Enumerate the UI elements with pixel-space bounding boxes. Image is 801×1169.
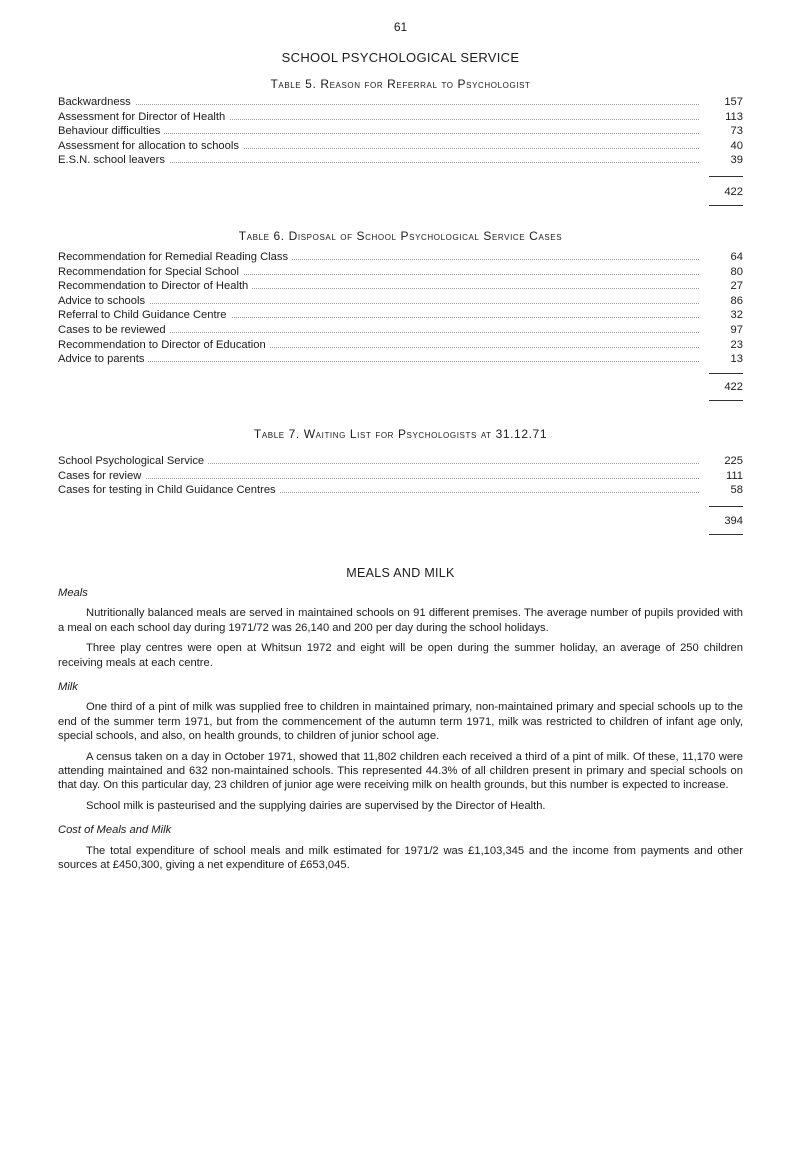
paragraph: School milk is pasteurised and the supplying dairies are supervised by the Director of Health. (86, 799, 546, 812)
row-label: Advice to parents (58, 352, 148, 367)
row-value: 39 (703, 153, 743, 168)
row-value: 73 (703, 124, 743, 139)
row-label: Cases for testing in Child Guidance Centres (58, 483, 280, 498)
subheading-cost: Cost of Meals and Milk (58, 824, 172, 837)
row-label: Assessment for allocation to schools (58, 139, 243, 154)
table-row (58, 308, 743, 323)
row-label: Advice to schools (58, 294, 149, 309)
section-heading: MEALS AND MILK (346, 566, 455, 580)
paragraph: One third of a pint of milk was supplied free to children in maintained primary, non-maintained primary and special schools up to the end of the summer term 1971, but from the commencement of the autumn term 1971, milk was restricted to children of infant age only, special schools, and also, on health grounds, to children of junior school age. (58, 701, 743, 743)
row-label: Cases for review (58, 469, 145, 484)
row-label: Recommendation to Director of Education (58, 338, 270, 353)
table-row (58, 454, 743, 469)
table-row (58, 250, 743, 265)
page-number: 61 (393, 20, 408, 34)
total-rule (709, 400, 743, 402)
table6-total: 422 (724, 380, 743, 393)
table-row (58, 110, 743, 125)
row-value: 80 (703, 265, 743, 280)
subheading-meals: Meals (58, 587, 88, 599)
table7-total: 394 (724, 514, 743, 527)
page-title: SCHOOL PSYCHOLOGICAL SERVICE (281, 50, 520, 65)
table-row (58, 323, 743, 338)
row-label: Recommendation to Director of Health (58, 279, 252, 294)
table-row (58, 95, 743, 110)
row-value: 58 (703, 483, 743, 498)
total-rule (709, 205, 743, 207)
row-value: 225 (703, 454, 743, 469)
table7 (58, 454, 743, 536)
row-label: Recommendation for Special School (58, 265, 243, 280)
table-row (58, 338, 743, 353)
row-label: Referral to Child Guidance Centre (58, 308, 231, 323)
table-row (58, 124, 743, 139)
table5 (58, 95, 743, 207)
row-value: 111 (703, 469, 743, 484)
paragraph: The total expenditure of school meals and milk estimated for 1971/2 was £1,103,345 and the income from payments and other sources at £450,300, giving a net expenditure of £653,045. (58, 844, 743, 872)
row-label: Assessment for Director of Health (58, 110, 229, 125)
paragraph: A census taken on a day in October 1971, showed that 11,802 children each received a third of a pint of milk. Of these, 11,170 were attending maintained and 632 non-maintained schools. This represented 44.3% of all children present in primary and special schools on that day. On this particular day, 23 children of junior age were receiving milk on health grounds, but this number is expected to increase. (58, 750, 743, 792)
table7-caption: Table 7. Waiting List for Psychologists at 31.12.71 (253, 427, 548, 441)
table-row (58, 352, 743, 367)
paragraph: Nutritionally balanced meals are served in maintained schools on 91 different premises. The average number of pupils provided with a meal on each school day during 1971/72 was 26,140 and 200 per day during the school holidays. (58, 607, 743, 634)
row-value: 157 (703, 95, 743, 110)
table6-caption: Table 6. Disposal of School Psychological Service Cases (238, 229, 563, 243)
subheading-milk: Milk (58, 681, 78, 694)
row-label: Backwardness (58, 95, 135, 110)
row-value: 27 (703, 279, 743, 294)
row-label: Cases to be reviewed (58, 323, 170, 338)
total-rule (709, 176, 743, 178)
total-rule (709, 506, 743, 508)
table-row (58, 139, 743, 154)
table-row (58, 483, 743, 498)
section-body (58, 586, 743, 879)
row-value: 64 (703, 250, 743, 265)
total-rule (709, 373, 743, 375)
table-row (58, 469, 743, 484)
table6 (58, 250, 743, 402)
row-label: E.S.N. school leavers (58, 153, 169, 168)
paragraph: Three play centres were open at Whitsun 1972 and eight will be open during the summer holiday, an average of 250 children receiving meals at each centre. (58, 642, 743, 669)
row-value: 113 (703, 110, 743, 125)
row-value: 32 (703, 308, 743, 323)
row-value: 23 (703, 338, 743, 353)
table-row (58, 294, 743, 309)
total-rule (709, 534, 743, 536)
table-row (58, 153, 743, 168)
row-label: Behaviour difficulties (58, 124, 164, 139)
table5-total: 422 (724, 185, 743, 198)
row-value: 13 (703, 352, 743, 367)
row-value: 40 (703, 139, 743, 154)
row-label: Recommendation for Remedial Reading Class (58, 250, 292, 265)
table5-caption: Table 5. Reason for Referral to Psychologist (270, 77, 531, 91)
table-row (58, 265, 743, 280)
row-value: 97 (703, 323, 743, 338)
row-label: School Psychological Service (58, 454, 208, 469)
row-value: 86 (703, 294, 743, 309)
table-row (58, 279, 743, 294)
